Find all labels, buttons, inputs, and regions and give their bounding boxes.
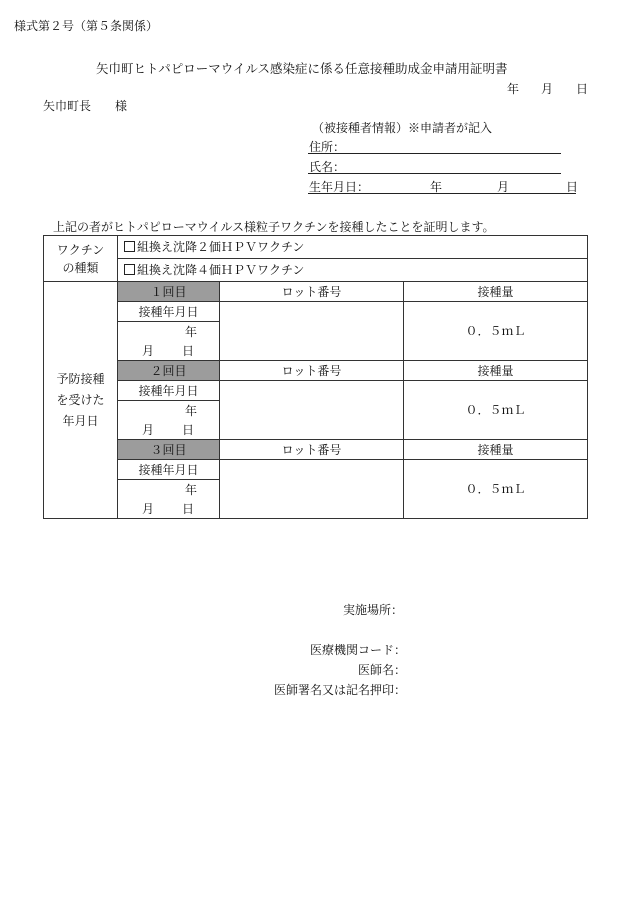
signature-label: 医師署名又は記名押印：: [273, 683, 406, 697]
lot-number-field[interactable]: [220, 381, 404, 440]
issue-date-day[interactable]: 日: [576, 82, 589, 96]
dose-date-day: 日: [182, 422, 195, 437]
dose-date-month: 月: [142, 501, 155, 516]
dose-amount: ０．５ｍＬ: [404, 460, 588, 519]
checkbox-icon[interactable]: [124, 241, 135, 252]
issue-date-year[interactable]: 年: [507, 82, 520, 96]
dose-amount: ０．５ｍＬ: [404, 381, 588, 440]
lot-number-header: ロット番号: [220, 440, 404, 460]
dose-date-day: 日: [182, 343, 195, 358]
birth-label: 生年月日：: [309, 180, 370, 194]
dose-date-year[interactable]: 年: [118, 401, 220, 421]
dose-date-label-row: [44, 302, 588, 322]
doses-label-line1: 予防接種: [56, 371, 105, 386]
dose-header-row: [44, 361, 588, 381]
certification-statement: 上記の者がヒトパピローマウイルス様粒子ワクチンを接種したことを証明します。: [53, 220, 495, 234]
name-field[interactable]: [308, 173, 561, 174]
address-field[interactable]: [308, 153, 561, 154]
dose-date-year[interactable]: 年: [118, 322, 220, 342]
doctor-name-label: 医師名：: [357, 663, 406, 677]
lot-number-header: ロット番号: [220, 282, 404, 302]
addressee: 矢巾町長 様: [43, 99, 128, 113]
lot-number-field[interactable]: [220, 302, 404, 361]
dose-date-month: 月: [142, 422, 155, 437]
address-label: 住所：: [309, 140, 346, 154]
birthdate-field[interactable]: [308, 193, 576, 194]
site-label: 実施場所：: [343, 603, 404, 617]
vaccination-table: [43, 235, 588, 519]
birth-year-label: 年: [430, 180, 443, 194]
vaccine-option-quadrivalent[interactable]: [118, 259, 588, 282]
vaccine-option-row: [44, 236, 588, 259]
dose-date-monthday[interactable]: [118, 341, 220, 361]
recipient-heading: （被接種者情報）※申請者が記入: [312, 121, 493, 135]
vaccine-type-label: [44, 236, 118, 282]
vaccine-option-label: 組換え沈降４価ＨＰＶワクチン: [137, 263, 305, 277]
birth-month-label: 月: [497, 180, 510, 194]
lot-number-header: ロット番号: [220, 361, 404, 381]
dose-date-label-row: [44, 381, 588, 401]
doses-label: [44, 282, 118, 519]
dose-date-label-row: [44, 460, 588, 480]
lot-number-field[interactable]: [220, 460, 404, 519]
dose-date-day: 日: [182, 501, 195, 516]
dose-amount-header: 接種量: [404, 361, 588, 381]
dose-date-label: 接種年月日: [118, 381, 220, 401]
dose-amount: ０．５ｍＬ: [404, 302, 588, 361]
dose-date-label: 接種年月日: [118, 302, 220, 322]
dose-date-monthday[interactable]: [118, 499, 220, 519]
dose-header-row: [44, 282, 588, 302]
doses-label-line2: を受けた: [56, 392, 105, 407]
dose-number: １回目: [118, 282, 220, 302]
dose-amount-header: 接種量: [404, 282, 588, 302]
name-label: 氏名：: [309, 160, 346, 174]
vaccine-option-row: [44, 259, 588, 282]
doses-label-line3: 年月日: [62, 413, 99, 428]
checkbox-icon[interactable]: [124, 264, 135, 275]
dose-amount-header: 接種量: [404, 440, 588, 460]
dose-header-row: [44, 440, 588, 460]
dose-number: ２回目: [118, 361, 220, 381]
vaccine-type-label-line2: の種類: [62, 260, 99, 275]
dose-date-label: 接種年月日: [118, 460, 220, 480]
dose-date-month: 月: [142, 343, 155, 358]
institution-code-label: 医療機関コード：: [309, 643, 406, 657]
birth-day-label: 日: [566, 180, 579, 194]
vaccine-option-bivalent[interactable]: [118, 236, 588, 259]
form-number: 様式第２号（第５条関係）: [14, 19, 159, 33]
issue-date-month[interactable]: 月: [541, 82, 554, 96]
dose-date-year[interactable]: 年: [118, 480, 220, 500]
dose-date-monthday[interactable]: [118, 420, 220, 440]
vaccine-option-label: 組換え沈降２価ＨＰＶワクチン: [137, 240, 305, 254]
document-title: 矢巾町ヒトパピローマウイルス感染症に係る任意接種助成金申請用証明書: [96, 61, 508, 76]
dose-number: ３回目: [118, 440, 220, 460]
vaccine-type-label-line1: ワクチン: [56, 242, 105, 257]
